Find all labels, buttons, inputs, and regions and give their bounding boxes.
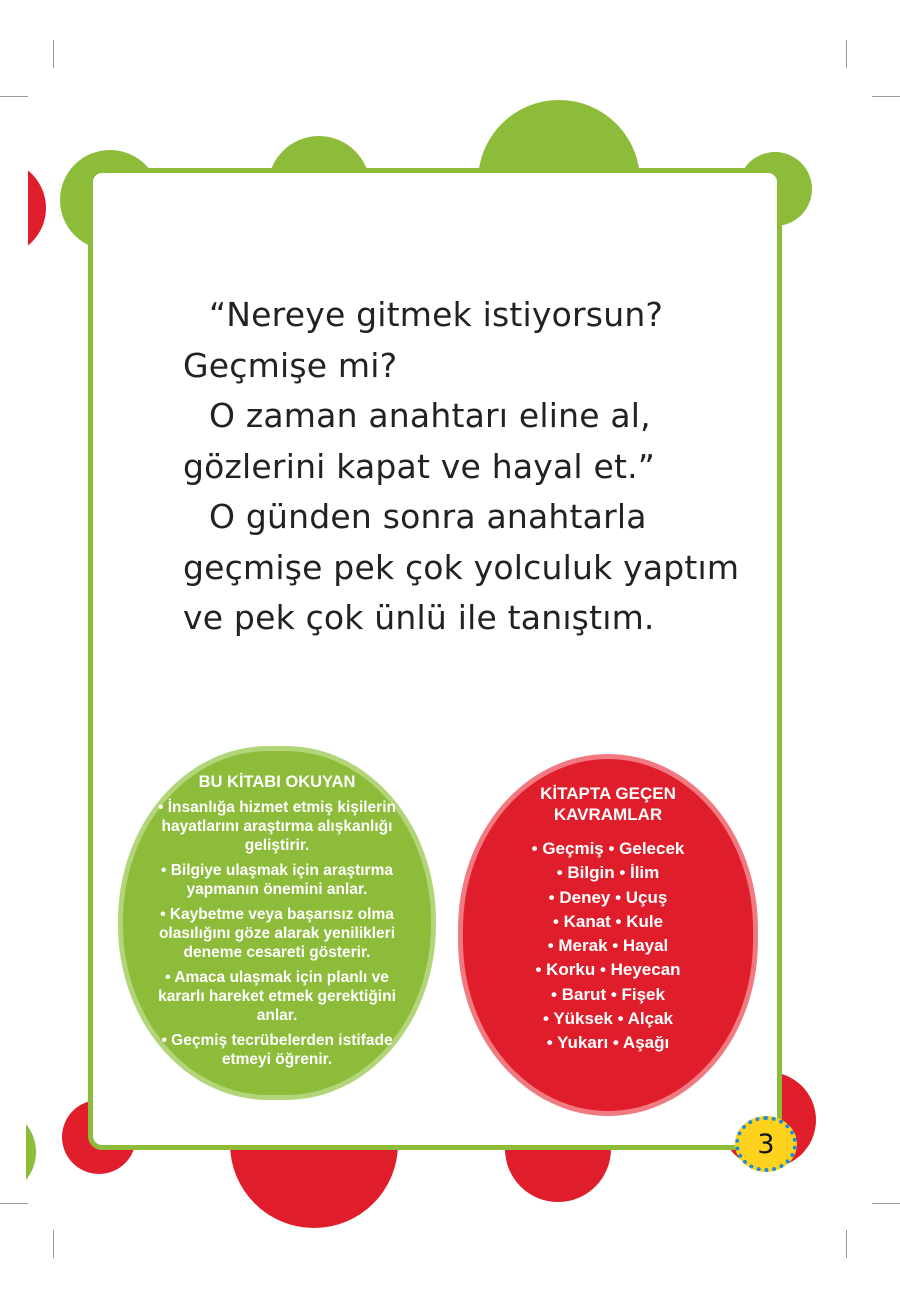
list-item: • Bilgin • İlim — [556, 863, 660, 883]
decor-circle — [0, 160, 46, 256]
list-item: • Deney • Uçuş — [548, 887, 668, 907]
reader-outcomes-list — [147, 798, 407, 1069]
crop-mark — [872, 96, 900, 97]
story-text — [183, 290, 743, 644]
story-line: O zaman anahtarı eline al, — [209, 396, 651, 435]
crop-mark — [846, 1230, 847, 1258]
list-item: • Kanat • Kule — [552, 911, 664, 931]
crop-mark — [53, 1230, 54, 1258]
story-line: Geçmişe mi? — [183, 345, 398, 385]
decor-circle — [0, 1108, 36, 1196]
story-line: gözlerini kapat ve hayal et.” — [183, 446, 656, 486]
list-item: • Geçmiş tecrübelerden istifade etmeyi öğrenir. — [161, 1032, 393, 1068]
crop-mark — [872, 1203, 900, 1204]
concepts-box — [458, 754, 758, 1116]
page-number-badge: 3 — [735, 1116, 797, 1172]
story-line: geçmişe pek çok yolculuk yaptım — [183, 547, 740, 587]
list-item: • Amaca ulaşmak için planlı ve kararlı hareket etmek gerektiğini anlar. — [158, 969, 396, 1024]
concepts-list — [485, 837, 731, 1056]
list-item: • Yüksek • Alçak — [542, 1009, 674, 1029]
story-line: ve pek çok ünlü ile tanıştım. — [183, 598, 655, 637]
crop-mark — [0, 96, 28, 97]
list-item: • Geçmiş • Gelecek — [531, 839, 685, 858]
list-item: • Yukarı • Aşağı — [546, 1033, 670, 1053]
reader-outcomes-title: BU KİTABI OKUYAN — [198, 773, 356, 791]
list-item: • İnsanlığa hizmet etmiş kişilerin hayatlarını araştırma alışkanlığı geliştirir. — [157, 799, 396, 854]
list-item: • Kaybetme veya başarısız olma olasılığını göze alarak yenilikleri deneme cesareti gösterir. — [158, 906, 396, 961]
concepts-title: KİTAPTA GEÇEN KAVRAMLAR — [540, 784, 676, 824]
story-line: “Nereye gitmek istiyorsun? — [209, 295, 664, 334]
list-item: • Merak • Hayal — [547, 936, 669, 956]
crop-mark — [846, 40, 847, 68]
crop-mark — [0, 1203, 28, 1204]
story-line: O günden sonra anahtarla — [209, 497, 647, 536]
list-item: • Korku • Heyecan — [535, 960, 681, 980]
list-item: • Barut • Fişek — [551, 984, 665, 1004]
list-item: • Bilgiye ulaşmak için araştırma yapmanın önemini anlar. — [160, 862, 393, 898]
reader-outcomes-box — [118, 746, 436, 1100]
crop-mark — [53, 40, 54, 68]
